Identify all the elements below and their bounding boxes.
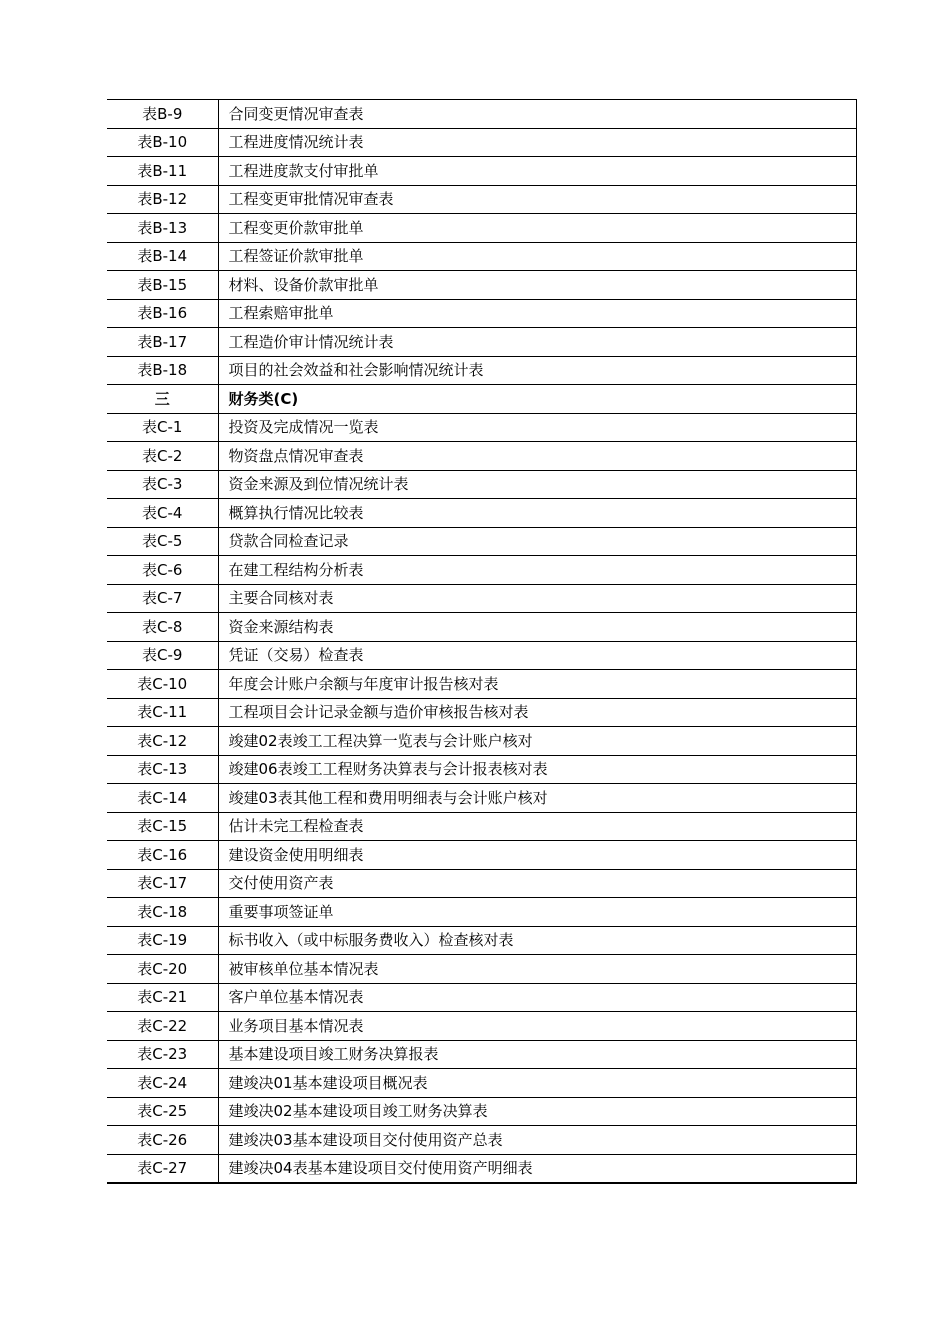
form-name-cell: 工程变更价款审批单 (218, 214, 856, 243)
form-code-cell: 表C-18 (107, 898, 218, 927)
form-name-cell: 竣建02表竣工工程决算一览表与会计账户核对 (218, 727, 856, 756)
form-name-cell: 工程签证价款审批单 (218, 242, 856, 271)
form-name-cell: 竣建06表竣工工程财务决算表与会计报表核对表 (218, 755, 856, 784)
form-code-cell: 表C-5 (107, 527, 218, 556)
form-code-cell: 表C-19 (107, 926, 218, 955)
form-name-cell: 工程索赔审批单 (218, 299, 856, 328)
form-name-cell: 交付使用资产表 (218, 869, 856, 898)
form-code-cell: 表C-1 (107, 413, 218, 442)
form-name-cell: 主要合同核对表 (218, 584, 856, 613)
table-row (107, 584, 856, 613)
table-row (107, 100, 856, 129)
form-code-cell: 表C-20 (107, 955, 218, 984)
table-row (107, 185, 856, 214)
form-index-table (107, 99, 857, 1184)
form-name-cell: 重要事项签证单 (218, 898, 856, 927)
form-code-cell: 表C-13 (107, 755, 218, 784)
form-name-cell: 投资及完成情况一览表 (218, 413, 856, 442)
table-row (107, 299, 856, 328)
section-header-row (107, 385, 856, 414)
form-name-cell: 概算执行情况比较表 (218, 499, 856, 528)
form-name-cell: 工程变更审批情况审查表 (218, 185, 856, 214)
table-row (107, 1040, 856, 1069)
table-row (107, 128, 856, 157)
form-code-cell: 表C-7 (107, 584, 218, 613)
table-row (107, 869, 856, 898)
form-name-cell: 资金来源结构表 (218, 613, 856, 642)
form-name-cell: 估计未完工程检查表 (218, 812, 856, 841)
form-name-cell: 项目的社会效益和社会影响情况统计表 (218, 356, 856, 385)
form-code-cell: 表C-15 (107, 812, 218, 841)
form-code-cell: 表B-13 (107, 214, 218, 243)
table-row (107, 413, 856, 442)
table-row (107, 755, 856, 784)
table-row (107, 271, 856, 300)
section-title: 财务类(C) (218, 385, 856, 414)
form-code-cell: 表C-12 (107, 727, 218, 756)
form-name-cell: 业务项目基本情况表 (218, 1012, 856, 1041)
form-code-cell: 表C-3 (107, 470, 218, 499)
form-name-cell: 竣建03表其他工程和费用明细表与会计账户核对 (218, 784, 856, 813)
form-code-cell: 表C-4 (107, 499, 218, 528)
form-name-cell: 在建工程结构分析表 (218, 556, 856, 585)
table-row (107, 955, 856, 984)
form-name-cell: 工程进度情况统计表 (218, 128, 856, 157)
table-row (107, 356, 856, 385)
table-row (107, 926, 856, 955)
form-code-cell: 表C-23 (107, 1040, 218, 1069)
form-code-cell: 表C-14 (107, 784, 218, 813)
form-name-cell: 建竣决01基本建设项目概况表 (218, 1069, 856, 1098)
form-code-cell: 表C-16 (107, 841, 218, 870)
form-code-cell: 表C-27 (107, 1154, 218, 1183)
form-code-cell: 表B-11 (107, 157, 218, 186)
table-row (107, 242, 856, 271)
form-name-cell: 建竣决04表基本建设项目交付使用资产明细表 (218, 1154, 856, 1183)
form-name-cell: 资金来源及到位情况统计表 (218, 470, 856, 499)
form-code-cell: 表C-24 (107, 1069, 218, 1098)
table-row (107, 698, 856, 727)
form-name-cell: 基本建设项目竣工财务决算报表 (218, 1040, 856, 1069)
form-code-cell: 表C-21 (107, 983, 218, 1012)
table-row (107, 898, 856, 927)
form-name-cell: 贷款合同检查记录 (218, 527, 856, 556)
table-row (107, 1012, 856, 1041)
table-row (107, 812, 856, 841)
form-name-cell: 工程进度款支付审批单 (218, 157, 856, 186)
form-code-cell: 表B-9 (107, 100, 218, 129)
table-row (107, 613, 856, 642)
table-body (107, 100, 856, 1184)
form-code-cell: 表C-26 (107, 1126, 218, 1155)
form-name-cell: 建竣决03基本建设项目交付使用资产总表 (218, 1126, 856, 1155)
form-name-cell: 工程造价审计情况统计表 (218, 328, 856, 357)
form-code-cell: 表C-17 (107, 869, 218, 898)
table-row (107, 442, 856, 471)
form-code-cell: 表C-10 (107, 670, 218, 699)
form-name-cell: 建竣决02基本建设项目竣工财务决算表 (218, 1097, 856, 1126)
form-name-cell: 凭证（交易）检查表 (218, 641, 856, 670)
section-number: 三 (107, 385, 218, 414)
table-row (107, 527, 856, 556)
form-name-cell: 合同变更情况审查表 (218, 100, 856, 129)
table-row (107, 841, 856, 870)
form-code-cell: 表B-14 (107, 242, 218, 271)
form-code-cell: 表C-11 (107, 698, 218, 727)
table-row (107, 641, 856, 670)
form-code-cell: 表B-15 (107, 271, 218, 300)
table-row (107, 784, 856, 813)
table-row (107, 727, 856, 756)
table-row (107, 1126, 856, 1155)
form-name-cell: 建设资金使用明细表 (218, 841, 856, 870)
form-code-cell: 表C-22 (107, 1012, 218, 1041)
table-row (107, 470, 856, 499)
table-row (107, 670, 856, 699)
form-code-cell: 表B-10 (107, 128, 218, 157)
form-name-cell: 标书收入（或中标服务费收入）检查核对表 (218, 926, 856, 955)
table-row (107, 983, 856, 1012)
form-code-cell: 表C-9 (107, 641, 218, 670)
table-row (107, 214, 856, 243)
form-code-cell: 表C-8 (107, 613, 218, 642)
form-code-cell: 表C-6 (107, 556, 218, 585)
form-name-cell: 年度会计账户余额与年度审计报告核对表 (218, 670, 856, 699)
form-code-cell: 表B-16 (107, 299, 218, 328)
form-name-cell: 客户单位基本情况表 (218, 983, 856, 1012)
table-row (107, 157, 856, 186)
table-row (107, 1069, 856, 1098)
table-row (107, 1097, 856, 1126)
form-name-cell: 物资盘点情况审查表 (218, 442, 856, 471)
form-name-cell: 材料、设备价款审批单 (218, 271, 856, 300)
table-row (107, 1154, 856, 1183)
form-code-cell: 表B-18 (107, 356, 218, 385)
form-name-cell: 工程项目会计记录金额与造价审核报告核对表 (218, 698, 856, 727)
table-row (107, 499, 856, 528)
form-code-cell: 表C-25 (107, 1097, 218, 1126)
form-code-cell: 表B-12 (107, 185, 218, 214)
table-row (107, 556, 856, 585)
form-name-cell: 被审核单位基本情况表 (218, 955, 856, 984)
form-code-cell: 表B-17 (107, 328, 218, 357)
table-row (107, 328, 856, 357)
form-code-cell: 表C-2 (107, 442, 218, 471)
